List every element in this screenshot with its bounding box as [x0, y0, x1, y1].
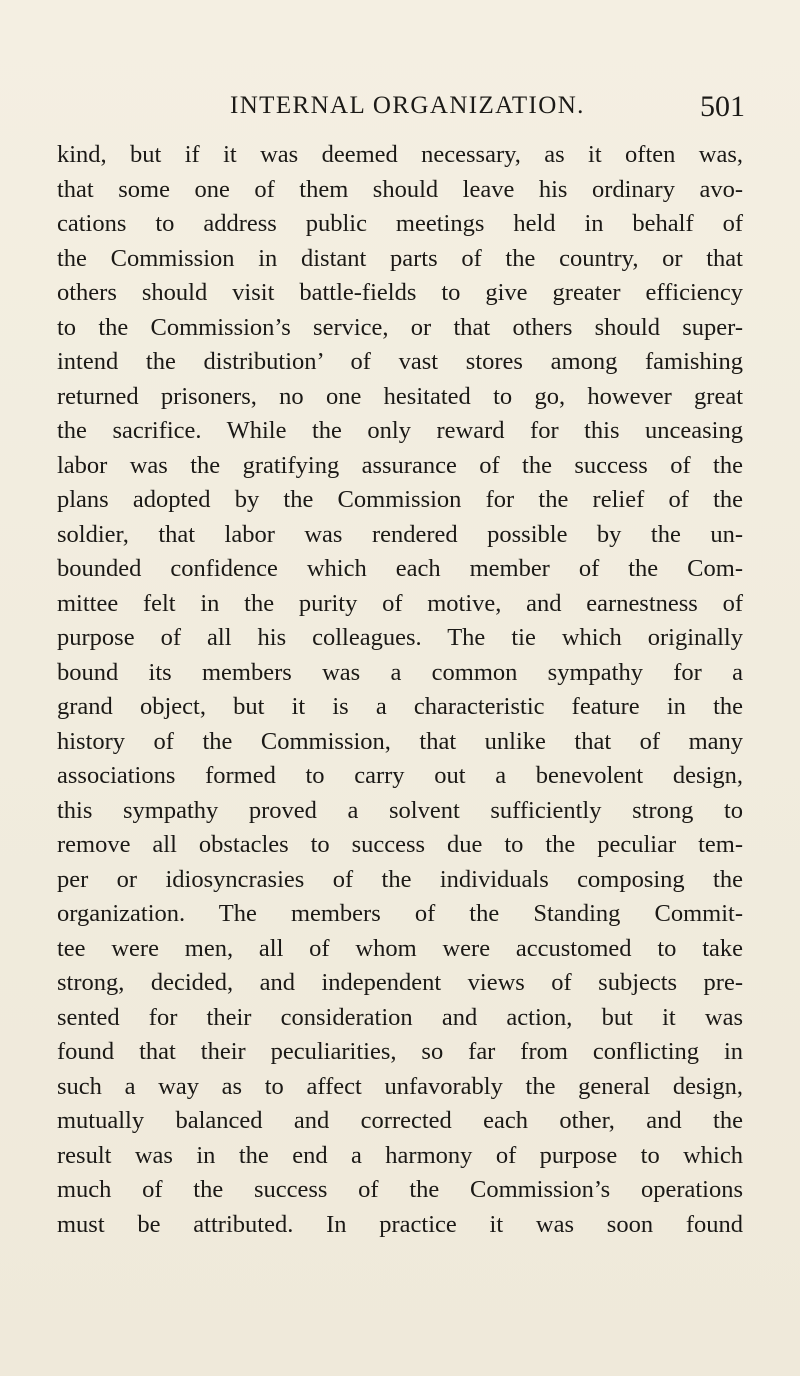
text-line: the Commission in distant parts of the country, or that [57, 244, 743, 272]
text-line: that some one of them should leave his ordinary avo- [57, 175, 743, 203]
page-number: 501 [700, 90, 745, 123]
text-line: associations formed to carry out a benevolent design, [57, 762, 743, 789]
text-line: mutually balanced and corrected each other, and the [57, 1107, 743, 1134]
text-line: to the Commission’s service, or that others should super- [57, 313, 743, 341]
text-line: kind, but if it was deemed necessary, as it often was, [57, 141, 743, 168]
text-line: sented for their consideration and action, but it was [57, 1003, 743, 1031]
text-line: result was in the end a harmony of purpose to which [57, 1141, 743, 1169]
text-line: history of the Commission, that unlike that of many [57, 727, 743, 755]
text-line: per or idiosyncrasies of the individuals composing the [57, 865, 743, 893]
text-line: mittee felt in the purity of motive, and earnestness of [57, 589, 743, 617]
running-head [55, 90, 745, 126]
text-line: grand object, but it is a characteristic feature in the [57, 693, 743, 720]
text-line: plans adopted by the Commission for the relief of the [57, 486, 743, 513]
text-line: purpose of all his colleagues. The tie which originally [57, 624, 743, 651]
text-line: organization. The members of the Standing Commit- [57, 900, 743, 927]
text-line: strong, decided, and independent views of subjects pre- [57, 969, 743, 996]
text-line: much of the success of the Commission’s operations [57, 1176, 743, 1203]
text-line: found that their peculiarities, so far from conflicting in [57, 1038, 743, 1065]
text-line: cations to address public meetings held in behalf of [57, 210, 743, 237]
text-line: others should visit battle-fields to give greater efficiency [57, 279, 743, 306]
text-line: labor was the gratifying assurance of the success of the [57, 451, 743, 479]
text-line: this sympathy proved a solvent sufficiently strong to [57, 796, 743, 824]
text-line: returned prisoners, no one hesitated to go, however great [57, 382, 743, 410]
text-line: such a way as to affect unfavorably the general design, [57, 1072, 743, 1100]
text-line: intend the distribution’ of vast stores among famishing [57, 348, 743, 375]
body-text [57, 138, 743, 1242]
text-line: bounded confidence which each member of the Com- [57, 555, 743, 582]
running-title: INTERNAL ORGANIZATION. [230, 92, 585, 119]
text-line: bound its members was a common sympathy for a [57, 658, 743, 686]
text-line: tee were men, all of whom were accustomed to take [57, 934, 743, 962]
text-line: the sacrifice. While the only reward for this unceasing [57, 417, 743, 444]
text-line: soldier, that labor was rendered possible by the un- [57, 520, 743, 548]
text-line: remove all obstacles to success due to the peculiar tem- [57, 831, 743, 858]
text-line: must be attributed. In practice it was soon found [57, 1210, 743, 1238]
